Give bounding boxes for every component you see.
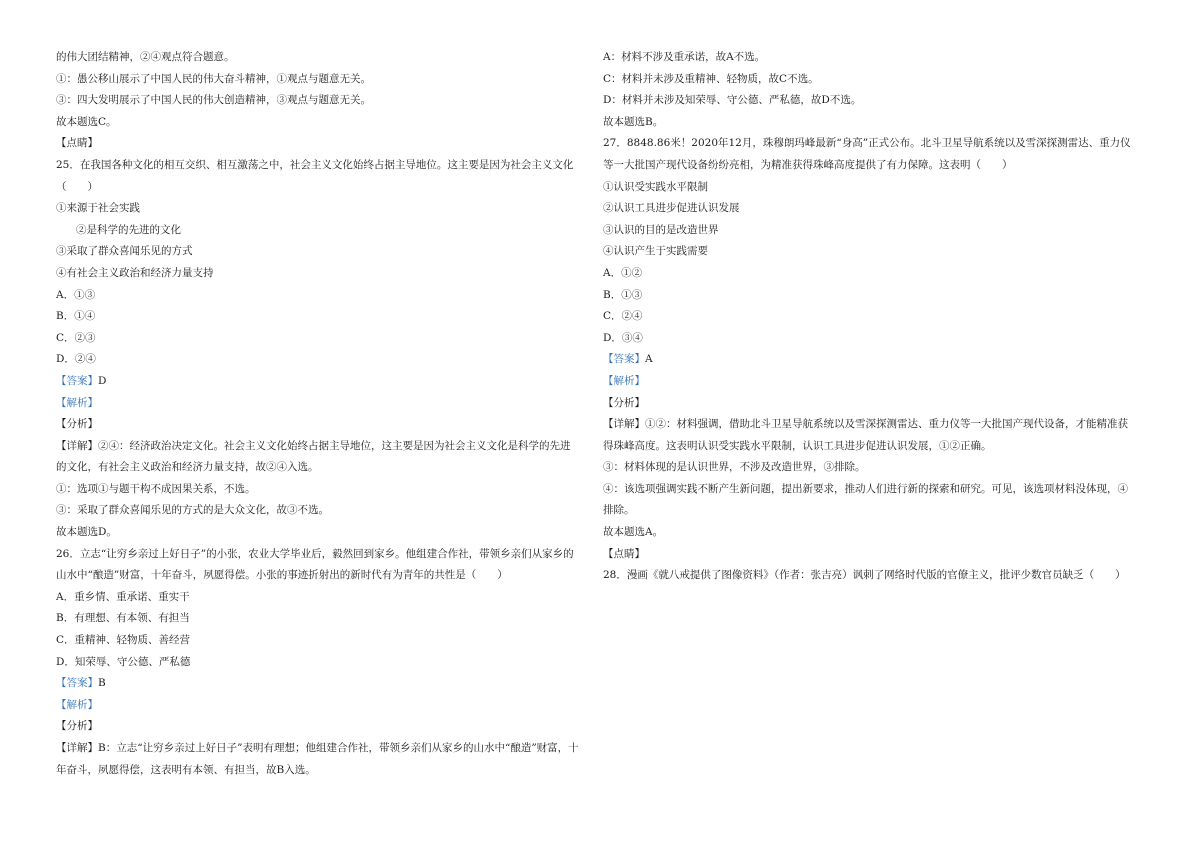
text-line: ③：采取了群众喜闻乐见的方式的是大众文化，故③不选。: [56, 504, 329, 517]
fenxi-label: 【分析】: [56, 720, 98, 733]
text-line: A：材料不涉及重承诺，故A不选。: [603, 51, 766, 63]
detail-label: 【详解】: [56, 742, 98, 754]
text-line: ③：材料体现的是认识世界，不涉及改造世界，③排除。: [603, 461, 866, 474]
option-a: A．①③: [56, 288, 96, 301]
text-line: ①：选项①与题干构不成因果关系，不选。: [56, 482, 256, 495]
detail-paragraph: [56, 738, 580, 781]
option-d: D．③④: [603, 331, 643, 344]
option-d: D．知荣辱、守公德、严私德: [56, 655, 191, 668]
statement-3: ③采取了群众喜闻乐见的方式: [56, 245, 193, 258]
question-27-stem: 27．8848.86米！2020年12月，珠穆朗玛峰最新“身高”正式公布。北斗卫星导航系统以及雪深探测雷达、重力仪等一大批国产现代设备纷纷亮相，为精准获得珠峰高度提供了有力保障。这表明（ ）: [603, 137, 1131, 171]
option-b: B．①③: [603, 288, 643, 301]
detail-text: ①②：材料强调，借助北斗卫星导航系统以及雪深探测雷达、重力仪等一大批国产现代设备，才能精准获得珠峰高度。这表明认识受实践水平限制，认识工具进步促进认识发展，①②正确。: [603, 418, 1128, 452]
answer-label: 【答案】: [603, 353, 645, 366]
text-line: C：材料并未涉及重精神、轻物质，故C不选。: [603, 72, 819, 85]
option-d: D．②④: [56, 353, 96, 366]
question-28-stem: 28．漫画《就八戒提供了图像资料》（作者：张吉亮）讽刺了网络时代版的官僚主义，批评少数官员缺乏（ ）: [603, 569, 1126, 582]
option-c: C．②④: [603, 310, 643, 323]
option-a: A．重乡情、重承诺、重实干: [56, 590, 190, 603]
answer-value: B: [98, 677, 106, 690]
analysis-label: 【解析】: [56, 698, 98, 711]
answer-line: [56, 673, 580, 695]
detail-text: B：立志“让穷乡亲过上好日子”表明有理想；他组建合作社，带领乡亲们从家乡的山水中“酿造”财富，十年奋斗，夙愿得偿，这表明有本领、有担当，故B入选。: [56, 742, 579, 776]
answer-value: A: [645, 353, 653, 366]
comment-label: 【点睛】: [56, 137, 98, 150]
detail-paragraph: [603, 414, 1131, 457]
answer-label: 【答案】: [56, 374, 98, 387]
text-line: 的伟大团结精神，②④观点符合题意。: [56, 51, 235, 63]
option-a: A．①②: [603, 266, 643, 279]
comment-label: 【点睛】: [603, 547, 645, 560]
text-line: ④：该选项强调实践不断产生新问题，提出新要求，推动人们进行新的探索和研究。可见，该选项材料没体现，④排除。: [603, 482, 1128, 517]
statement-3: ③认识的目的是改造世界: [603, 223, 719, 236]
option-b: B．有理想、有本领、有担当: [56, 612, 190, 625]
question-25-stem: 25．在我国各种文化的相互交织、相互激荡之中，社会主义文化始终占据主导地位。这主要是因为社会主义文化（ ）: [56, 158, 574, 193]
statement-4: ④认识产生于实践需要: [603, 245, 708, 258]
option-c: C．②③: [56, 331, 96, 344]
text-line: ③：四大发明展示了中国人民的伟大创造精神，③观点与题意无关。: [56, 94, 371, 107]
statement-4: ④有社会主义政治和经济力量支持: [56, 266, 214, 279]
statement-1: ①认识受实践水平限制: [603, 180, 708, 193]
detail-text: ②④：经济政治决定文化。社会主义文化始终占据主导地位，这主要是因为社会主义文化是科学的先进的文化，有社会主义政治和经济力量支持，故②④入选。: [56, 439, 571, 474]
statement-2: ②认识工具进步促进认识发展: [603, 202, 740, 215]
statement-2: ②是科学的先进的文化: [76, 223, 181, 236]
answer-value: D: [98, 374, 107, 387]
text-line: 故本题选A。: [603, 526, 664, 539]
option-b: B．①④: [56, 310, 96, 323]
text-line: 故本题选C。: [56, 115, 117, 128]
question-26-stem: 26．立志“让穷乡亲过上好日子”的小张，农业大学毕业后，毅然回到家乡。他组建合作社，带领乡亲们从家乡的山水中“酿造”财富，十年奋斗，夙愿得偿。小张的事迹折射出的新时代有为青年的共性是（ ）: [56, 547, 574, 582]
analysis-label: 【解析】: [603, 374, 645, 387]
text-line: 故本题选D。: [56, 526, 117, 539]
right-column: [603, 47, 1131, 587]
text-line: 故本题选B。: [603, 115, 664, 128]
detail-label: 【详解】: [56, 439, 98, 452]
detail-label: 【详解】: [603, 418, 645, 431]
answer-label: 【答案】: [56, 677, 98, 690]
text-line: D：材料并未涉及知荣辱、守公德、严私德，故D不选。: [603, 94, 862, 107]
option-c: C．重精神、轻物质、善经营: [56, 634, 191, 647]
answer-line: [603, 349, 1131, 371]
statement-1: ①来源于社会实践: [56, 202, 140, 215]
fenxi-label: 【分析】: [56, 418, 98, 431]
fenxi-label: 【分析】: [603, 396, 645, 409]
left-column: [56, 47, 580, 781]
text-line: ①：愚公移山展示了中国人民的伟大奋斗精神，①观点与题意无关。: [56, 72, 371, 85]
analysis-label: 【解析】: [56, 396, 98, 409]
detail-paragraph: [56, 436, 580, 479]
answer-line: [56, 371, 580, 393]
